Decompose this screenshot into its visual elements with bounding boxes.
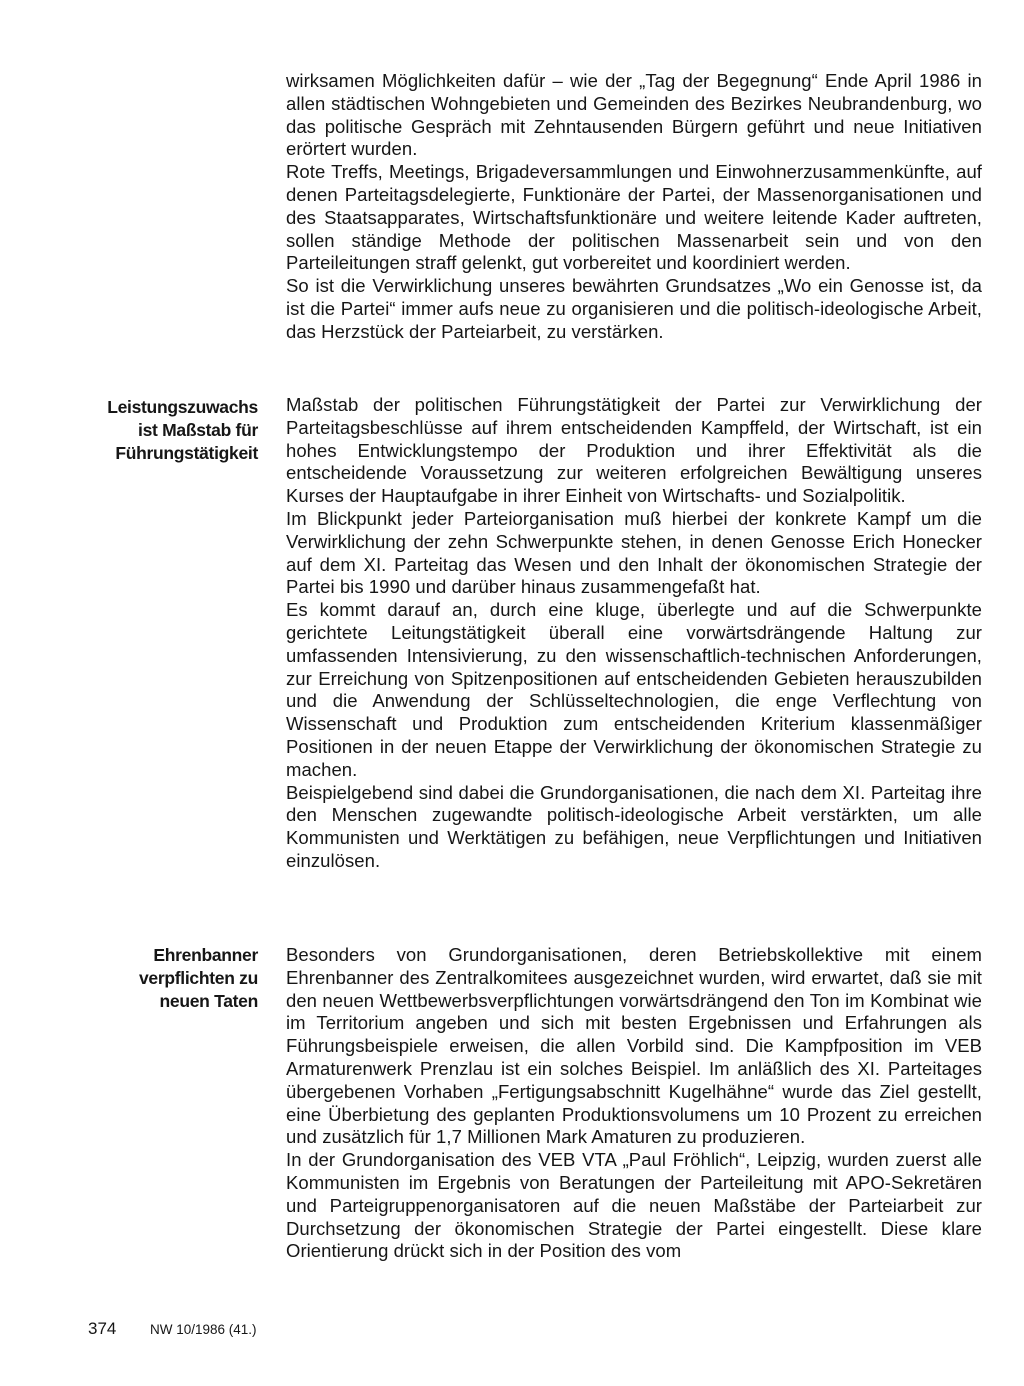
text-block-ehrenbanner: [286, 944, 982, 1263]
paragraph: Besonders von Grundorganisationen, deren Betriebskollektive mit einem Ehrenbanner des Zentralkomitees ausgezeichnet wurden, wird erwartet, daß sie mit den neuen Wettbewerbsverpflichtungen vorwärtsdrängend den Ton im Kombinat wie im Territorium angeben und sich mit besten Ergebnissen und Erfahrungen als Führungsbeispiele erweisen, die allen Vorbild sind. Die Kampfposition im VEB Armaturenwerk Prenzlau ist ein solches Beispiel. Im anläßlich des XI. Parteitages übergebenen Vorhaben „Fertigungsabschnitt Kugelhähne“ wurde das Ziel gestellt, eine Überbietung des geplanten Produktionsvolumens um 10 Prozent zu erreichen und zusätzlich für 1,7 Millionen Mark Amaturen zu produzieren.: [286, 944, 982, 1148]
marginal-heading-line: Leistungszuwachs: [107, 397, 258, 417]
marginal-heading-line: neuen Taten: [159, 990, 258, 1011]
text-block-fuehrungstaetigkeit: [286, 394, 982, 873]
paragraph: So ist die Verwirklichung unseres bewährten Grundsatzes „Wo ein Genosse ist, da ist die Partei“ immer aufs neue zu organisieren und die politisch-ideologische Arbeit, das Herzstück der Parteiarbeit, zu verstärken.: [286, 275, 982, 342]
paragraph: Maßstab der politischen Führungstätigkeit der Partei zur Verwirklichung der Parteitagsbeschlüsse auf ihrem entscheidenden Kampffeld, der Wirtschaft, ist ein hohes Entwicklungstempo der Produktion und ihrer Effektivität als die entscheidende Voraussetzung zur weiteren erfolgreichen Bewältigung unseres Kurses der Hauptaufgabe in ihrer Einheit von Wirtschafts- und Sozialpolitik.: [286, 394, 982, 507]
marginal-heading-ehrenbanner: [38, 944, 258, 1012]
paragraph: Im Blickpunkt jeder Parteiorganisation muß hierbei der konkrete Kampf um die Verwirklichung der zehn Schwerpunkte stehen, in denen Genosse Erich Honecker auf dem XI. Parteitag das Wesen und den Inhalt der ökonomischen Strategie der Partei bis 1990 und darüber hinaus zusammengefaßt hat.: [286, 507, 982, 598]
marginal-heading-line: Ehrenbanner: [153, 945, 258, 965]
marginal-heading-line: ist Maßstab für: [138, 419, 258, 440]
marginal-heading-line: verpflichten zu: [139, 967, 258, 988]
paragraph: wirksamen Möglichkeiten dafür – wie der „Tag der Begegnung“ Ende April 1986 in allen städtischen Wohngebieten und Gemeinden des Bezirkes Neubrandenburg, wo das politische Gespräch mit Zehntausenden Bürgern geführt und neue Initiativen erörtert wurden.: [286, 70, 982, 160]
paragraph: Es kommt darauf an, durch eine kluge, überlegte und auf die Schwerpunkte gerichtete Leitungstätigkeit überall eine vorwärtsdrängende Haltung zur umfassenden Intensivierung, zu den wissenschaftlich-technischen Anforderungen, zur Erreichung von Spitzenpositionen auf entscheidenden Gebieten herauszubilden und die Anwendung der Schlüsseltechnologien, die enge Verflechtung von Wissenschaft und Produktion zum entscheidenden Kriterium klassenmäßiger Positionen in der neuen Etappe der Verwirklichung der ökonomischen Strategie zu machen.: [286, 599, 982, 780]
page-number: 374: [88, 1319, 117, 1338]
paragraph: In der Grundorganisation des VEB VTA „Paul Fröhlich“, Leipzig, wurden zuerst alle Kommunisten im Ergebnis von Beratungen der Parteileitung mit APO-Sekretären und Parteigruppenorganisatoren auf die neuen Maßstäbe der Parteiarbeit zur Durchsetzung der ökonomischen Strategie der Partei eingestellt. Diese klare Orientierung drückt sich in der Position des vom: [286, 1149, 982, 1262]
paragraph: Beispielgebend sind dabei die Grundorganisationen, die nach dem XI. Parteitag ihre den Menschen zugewandte politisch-ideologische Arbeit verstärkten, um alle Kommunisten und Werktätigen zu befähigen, neue Verpflichtungen und Initiativen einzulösen.: [286, 781, 982, 871]
source-reference: NW 10/1986 (41.): [150, 1322, 257, 1337]
paragraph: Rote Treffs, Meetings, Brigadeversammlungen und Einwohnerzusammenkünfte, auf denen Parteitagsdelegierte, Funktionäre der Partei, der Massenorganisationen und des Staatsapparates, Wirtschaftsfunktionäre und weitere leitende Kader auftreten, sollen ständige Methode der politischen Massenarbeit sein und von den Parteileitungen straff gelenkt, gut vorbereitet und koordiniert werden.: [286, 161, 982, 274]
text-block-intro: [286, 70, 982, 344]
marginal-heading-line: Führungstätigkeit: [115, 442, 258, 463]
marginal-heading-leistungszuwachs: [38, 396, 258, 464]
